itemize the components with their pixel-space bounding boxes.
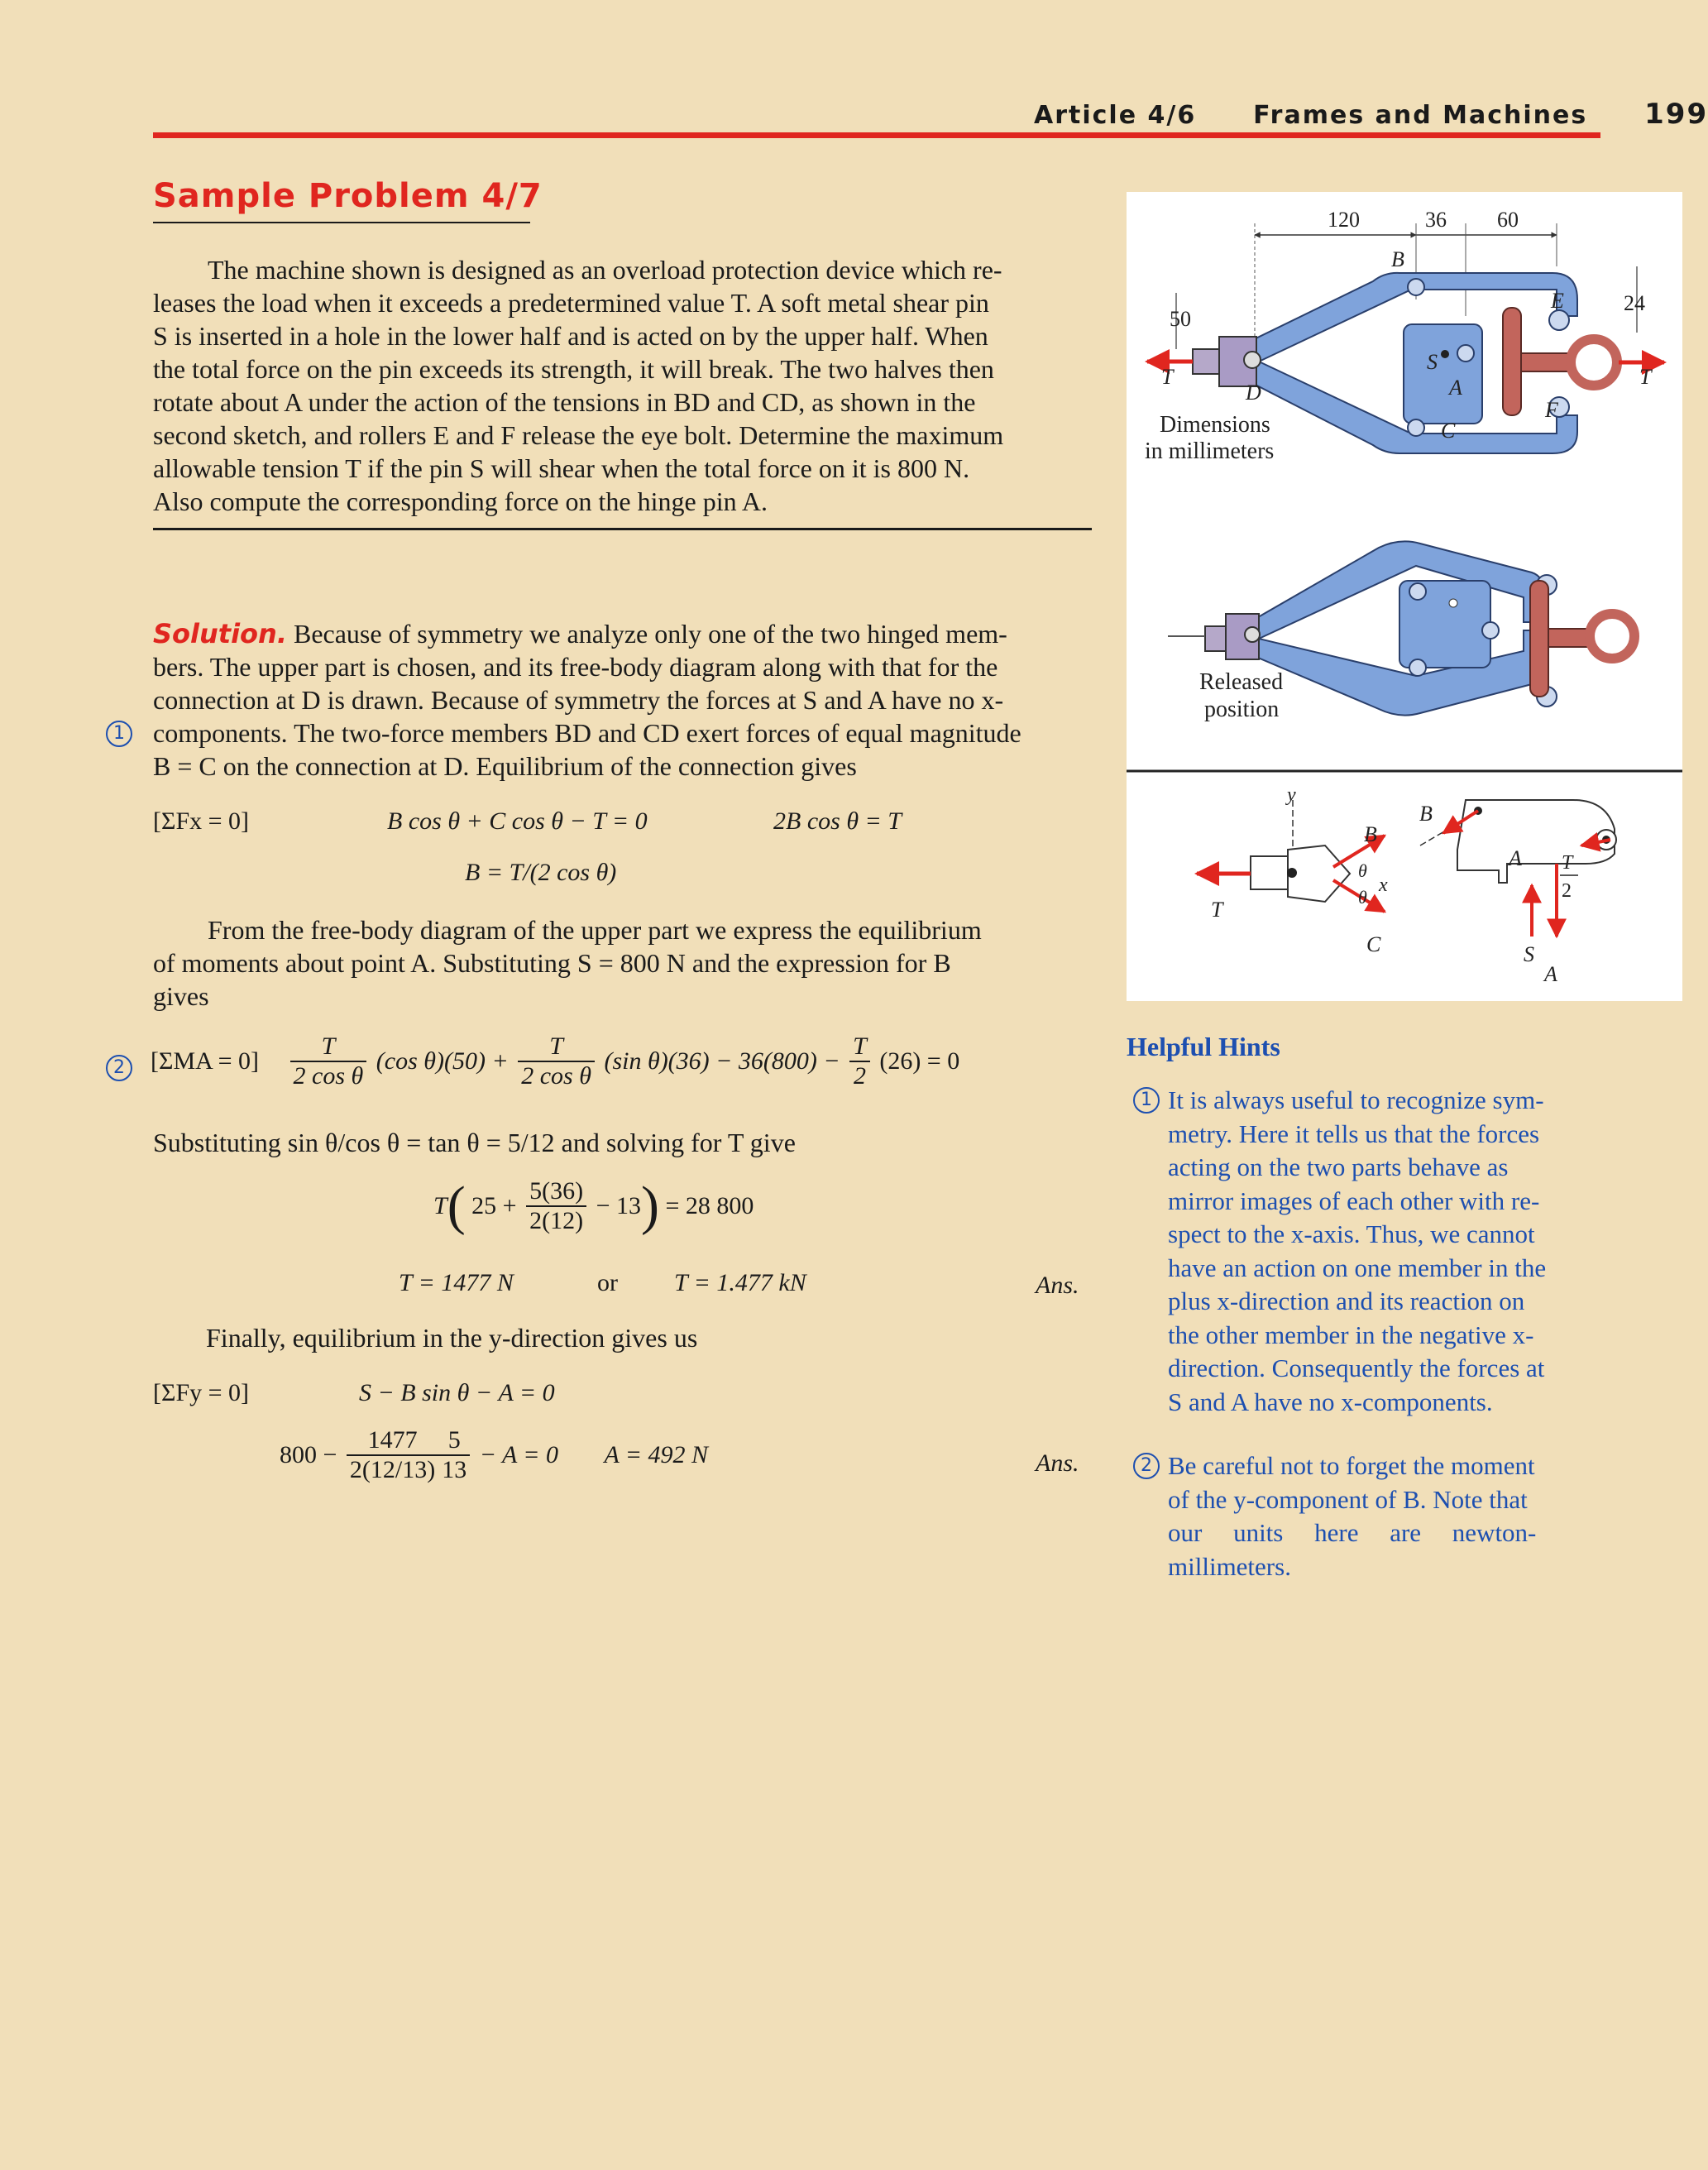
- problem-line: S is inserted in a hole in the lower half and is acted on by the upper half. When: [153, 321, 988, 351]
- fraction: $\frac{T}{\text{2 cos θ}}$: [290, 1032, 367, 1090]
- free-body-diagram: [1197, 784, 1616, 986]
- problem-line: allowable tension T if the pin S will shear when the total force on it is 800 N.: [153, 453, 970, 483]
- answer-or: or: [597, 1269, 618, 1296]
- fbd-theta-1: θ: [1358, 860, 1367, 881]
- fraction: $\frac{T}{\text{2 cos θ}}$: [518, 1032, 595, 1090]
- problem-statement: [153, 253, 1092, 518]
- problem-line: the total force on the pin exceeds its strength, it will break. The two halves then: [153, 354, 994, 384]
- solve-equation: T( 25 + $\frac{5(36)}{2(12)}$ − 13) = 28 800: [433, 1176, 754, 1236]
- moment-equation: [ΣMA = 0] $\frac{T}{\text{2 cos θ}}$ (cos θ)(50) + $\frac{T}{\text{2 cos θ}}$ (sin θ)(36) − 36(800) − $\frac{T}{2}$ (26) = 0: [151, 1032, 960, 1090]
- eq-b-result: B = T/(2 cos θ): [465, 859, 617, 886]
- moments-paragraph: [153, 913, 1092, 1013]
- eq-sum-fy-label: [ΣFy = 0]: [153, 1379, 250, 1406]
- problem-line: Also compute the corresponding force on the hinge pin A.: [153, 486, 768, 516]
- fbd-label-s: S: [1524, 942, 1534, 966]
- eq-sum-fy: S − B sin θ − A = 0: [359, 1379, 555, 1406]
- problem-line: rotate about A under the action of the tensions in BD and CD, as shown in the: [153, 387, 976, 417]
- moments-line: of moments about point A. Substituting S = 800 N and the expression for B: [153, 948, 951, 978]
- label-t-left: T: [1161, 365, 1174, 389]
- substituting-line: Substituting sin θ/cos θ = tan θ = 5/12 and solving for T give: [153, 1128, 796, 1157]
- label-d: D: [1246, 381, 1261, 405]
- moments-line: gives: [153, 981, 209, 1011]
- problem-rule: [153, 528, 1092, 530]
- hints-title: Helpful Hints: [1127, 1032, 1280, 1061]
- dimensions-caption-2: in millimeters: [1145, 438, 1275, 464]
- machine-figure: [1127, 192, 1682, 1001]
- hint-1: 1 It is always useful to recognize sym- metry. Here it tells us that the forces acting on the two parts behave as mirror images of each other with re- spect to the x-axis. Thus, we cannot have an action on one member in the plus x-direction and its reaction on the other member in the negative x- direction. Consequently the forces at S and A have no x-components.: [1127, 1084, 1598, 1419]
- hint-2-marker: 2: [1133, 1453, 1160, 1479]
- dim-60: 60: [1497, 208, 1519, 232]
- fbd-label-b: B: [1364, 822, 1377, 846]
- dim-120: 120: [1328, 208, 1360, 232]
- fbd-label-a-bottom: A: [1544, 962, 1557, 986]
- assembled-sketch: [1145, 208, 1664, 464]
- problem-line: leases the load when it exceeds a predetermined value T. A soft metal shear pin: [153, 288, 989, 318]
- label-t-right: T: [1639, 365, 1652, 389]
- sample-problem-title: Sample Problem 4/7: [153, 177, 543, 215]
- eq-sum-fx-label: [ΣFx = 0]: [153, 807, 250, 835]
- dim-24: 24: [1624, 291, 1645, 315]
- title-underline: [153, 222, 530, 223]
- label-c: C: [1441, 419, 1456, 443]
- ans-label: Ans.: [1036, 1449, 1079, 1477]
- fraction: $\frac{5(36)}{2(12)}$: [526, 1177, 586, 1235]
- released-caption-1: Released: [1199, 669, 1284, 695]
- ans-label: Ans.: [1036, 1272, 1079, 1299]
- solution-line: components. The two-force members BD and CD exert forces of equal magnitude: [153, 718, 1021, 748]
- dim-50: 50: [1170, 307, 1191, 331]
- fbd-label-a: A: [1509, 846, 1522, 870]
- fbd-label-c: C: [1366, 932, 1381, 956]
- dimensions-caption-1: Dimensions: [1160, 412, 1270, 438]
- header-rule: [153, 132, 1600, 138]
- label-f: F: [1545, 398, 1558, 422]
- fraction: $\frac{5}{13}$: [438, 1426, 470, 1484]
- header-title: Frames and Machines: [1253, 101, 1588, 130]
- solution-line: connection at D is drawn. Because of symmetry the forces at S and A have no x-: [153, 685, 1004, 715]
- label-a: A: [1449, 376, 1462, 400]
- eq-sum-fx-left: B cos θ + C cos θ − T = 0: [387, 807, 648, 835]
- axis-x-label: x: [1379, 874, 1388, 896]
- answer-t-kilonewtons: T = 1.477 kN: [674, 1269, 806, 1296]
- margin-marker-2: 2: [106, 1055, 132, 1081]
- moments-line: From the free-body diagram of the upper part we express the equilibrium: [208, 915, 982, 945]
- solution-line: Because of symmetry we analyze only one of the two hinged mem-: [293, 619, 1007, 649]
- fbd-half-t-den: 2: [1562, 880, 1572, 902]
- label-s: S: [1427, 350, 1438, 374]
- released-caption-2: position: [1204, 697, 1280, 722]
- answer-t-newtons: T = 1477 N: [399, 1269, 514, 1296]
- fbd-upper-b: B: [1419, 802, 1433, 826]
- figure-panel: [1127, 192, 1682, 1001]
- solution-label: Solution.: [153, 618, 287, 649]
- dim-36: 36: [1425, 208, 1447, 232]
- running-header: [1034, 98, 1708, 131]
- finally-line: Finally, equilibrium in the y-direction gives us: [206, 1323, 698, 1353]
- solution-line: B = C on the connection at D. Equilibrium of the connection gives: [153, 751, 857, 781]
- fraction: $\frac{1477}{2(12/13)}$: [347, 1426, 438, 1484]
- page-number: 199: [1644, 98, 1708, 131]
- label-b: B: [1391, 247, 1404, 271]
- eq-sum-fx-right: 2B cos θ = T: [773, 807, 902, 835]
- label-e: E: [1551, 289, 1564, 313]
- hint-2: 2 Be careful not to forget the moment of the y-component of B. Note that our units here are newton- millimeters.: [1127, 1449, 1598, 1583]
- final-equation: 800 − $\frac{1477}{2(12/13)}$ $\frac{5}{13}$ − A = 0 A = 492 N: [280, 1426, 709, 1483]
- hint-1-marker: 1: [1133, 1087, 1160, 1114]
- fbd-theta-2: θ: [1358, 887, 1367, 908]
- eq-sum-ma-label: [ΣMA = 0]: [151, 1047, 260, 1075]
- problem-line: The machine shown is designed as an overload protection device which re-: [208, 255, 1002, 285]
- fraction: $\frac{T}{2}$: [849, 1032, 870, 1090]
- released-sketch: [1168, 541, 1634, 722]
- fbd-half-t-num: T: [1562, 852, 1573, 874]
- solution-paragraph: [153, 617, 1092, 783]
- axis-y-label: y: [1287, 784, 1296, 806]
- fbd-label-t: T: [1211, 898, 1223, 922]
- margin-marker-1: 1: [106, 721, 132, 747]
- solution-line: bers. The upper part is chosen, and its free-body diagram along with that for the: [153, 652, 998, 682]
- problem-line: second sketch, and rollers E and F release the eye bolt. Determine the maximum: [153, 420, 1004, 450]
- header-article: Article 4/6: [1034, 101, 1197, 130]
